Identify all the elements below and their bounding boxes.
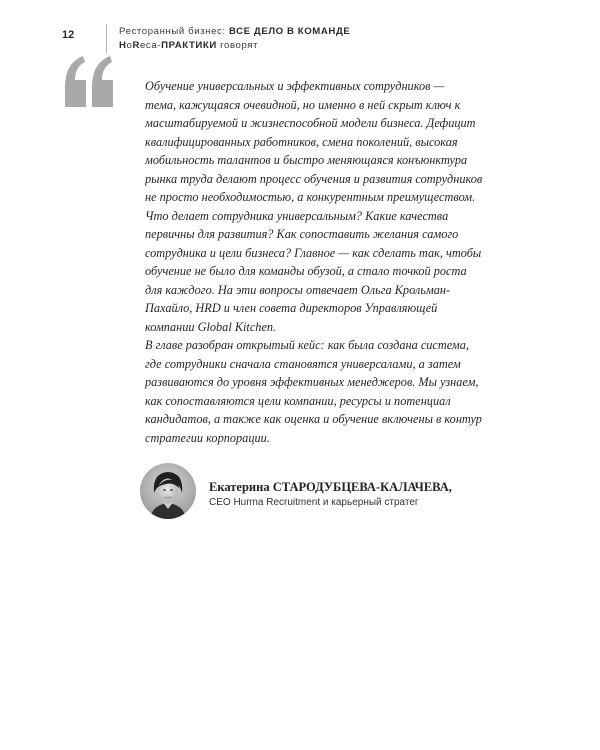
running-header: [119, 25, 350, 53]
page-number: 12: [62, 29, 75, 41]
lead-line: квалифицированных работников, смена поколений, высокая: [145, 134, 458, 149]
lead-line: рынка труда делают процесс обучения и развития сотрудников: [145, 171, 483, 186]
author-role: CEO Hurma Recruitment и карьерный стратег: [209, 497, 419, 508]
brand-r: R: [132, 40, 140, 51]
lead-line: как сопоставляются цели компании, ресурсы и потенциал: [145, 393, 451, 408]
lead-line: масштабируемой и жизнеспособной модели бизнеса. Дефицит: [145, 116, 476, 130]
lead-line: Пахайло, HRD и член совета директоров Управляющей: [145, 301, 438, 315]
brand-o: o: [126, 40, 133, 51]
lead-line: тема, кажущаяся очевидной, но именно в ней скрыт ключ к: [145, 97, 461, 112]
lead-paragraph: [145, 77, 483, 447]
book-title: ВСЕ ДЕЛО В КОМАНДЕ: [228, 26, 351, 37]
brand-eca: eca: [140, 40, 158, 51]
lead-line: для каждого. На эти вопросы отвечает Ольга Крольман-: [145, 282, 451, 297]
lead-line: компании Global Kitchen.: [145, 319, 277, 334]
book-title-prefix: Ресторанный бизнес:: [119, 26, 229, 37]
lead-line: В главе разобран открытый кейс: как была создана система,: [145, 338, 469, 352]
lead-line: кандидатов, а также как оценка и обучение включены в контур: [145, 412, 482, 426]
header-divider: [106, 24, 107, 53]
brand-h: H: [119, 40, 127, 51]
series-line: [119, 39, 350, 53]
lead-line: Обучение универсальных и эффективных сотрудников —: [145, 79, 445, 93]
lead-line: стратегии корпорации.: [145, 430, 270, 445]
lead-line: сотрудника и цели бизнеса? Главное — как сделать так, чтобы: [145, 245, 482, 260]
brand-praktiki: ПРАКТИКИ: [161, 40, 217, 51]
lead-line: мобильность талантов и быстро меняющаяся конъюнктура: [145, 153, 468, 167]
author-portrait-icon: [140, 463, 196, 519]
lead-line: где сотрудники сначала становятся универсалами, а затем: [145, 356, 461, 371]
quote-mark-icon: [62, 53, 116, 115]
lead-line: не просто необходимостью, а конкурентным преимуществом.: [145, 190, 476, 204]
author-name: Екатерина СТАРОДУБЦЕВА-КАЛАЧЕВА,: [209, 480, 452, 494]
lead-line: первичны для развития? Как сопоставить желания самого: [145, 227, 459, 241]
series-suffix: говорят: [216, 40, 259, 51]
author-avatar: [140, 463, 196, 519]
lead-line: обучение не было для команды обузой, а стало точкой роста: [145, 264, 467, 278]
book-title-line: [119, 25, 350, 39]
lead-line: Что делает сотрудника универсальным? Какие качества: [145, 208, 449, 223]
lead-line: развиваются до уровня эффективных менеджеров. Мы узнаем,: [145, 375, 479, 389]
brand-dash: -: [157, 40, 162, 51]
